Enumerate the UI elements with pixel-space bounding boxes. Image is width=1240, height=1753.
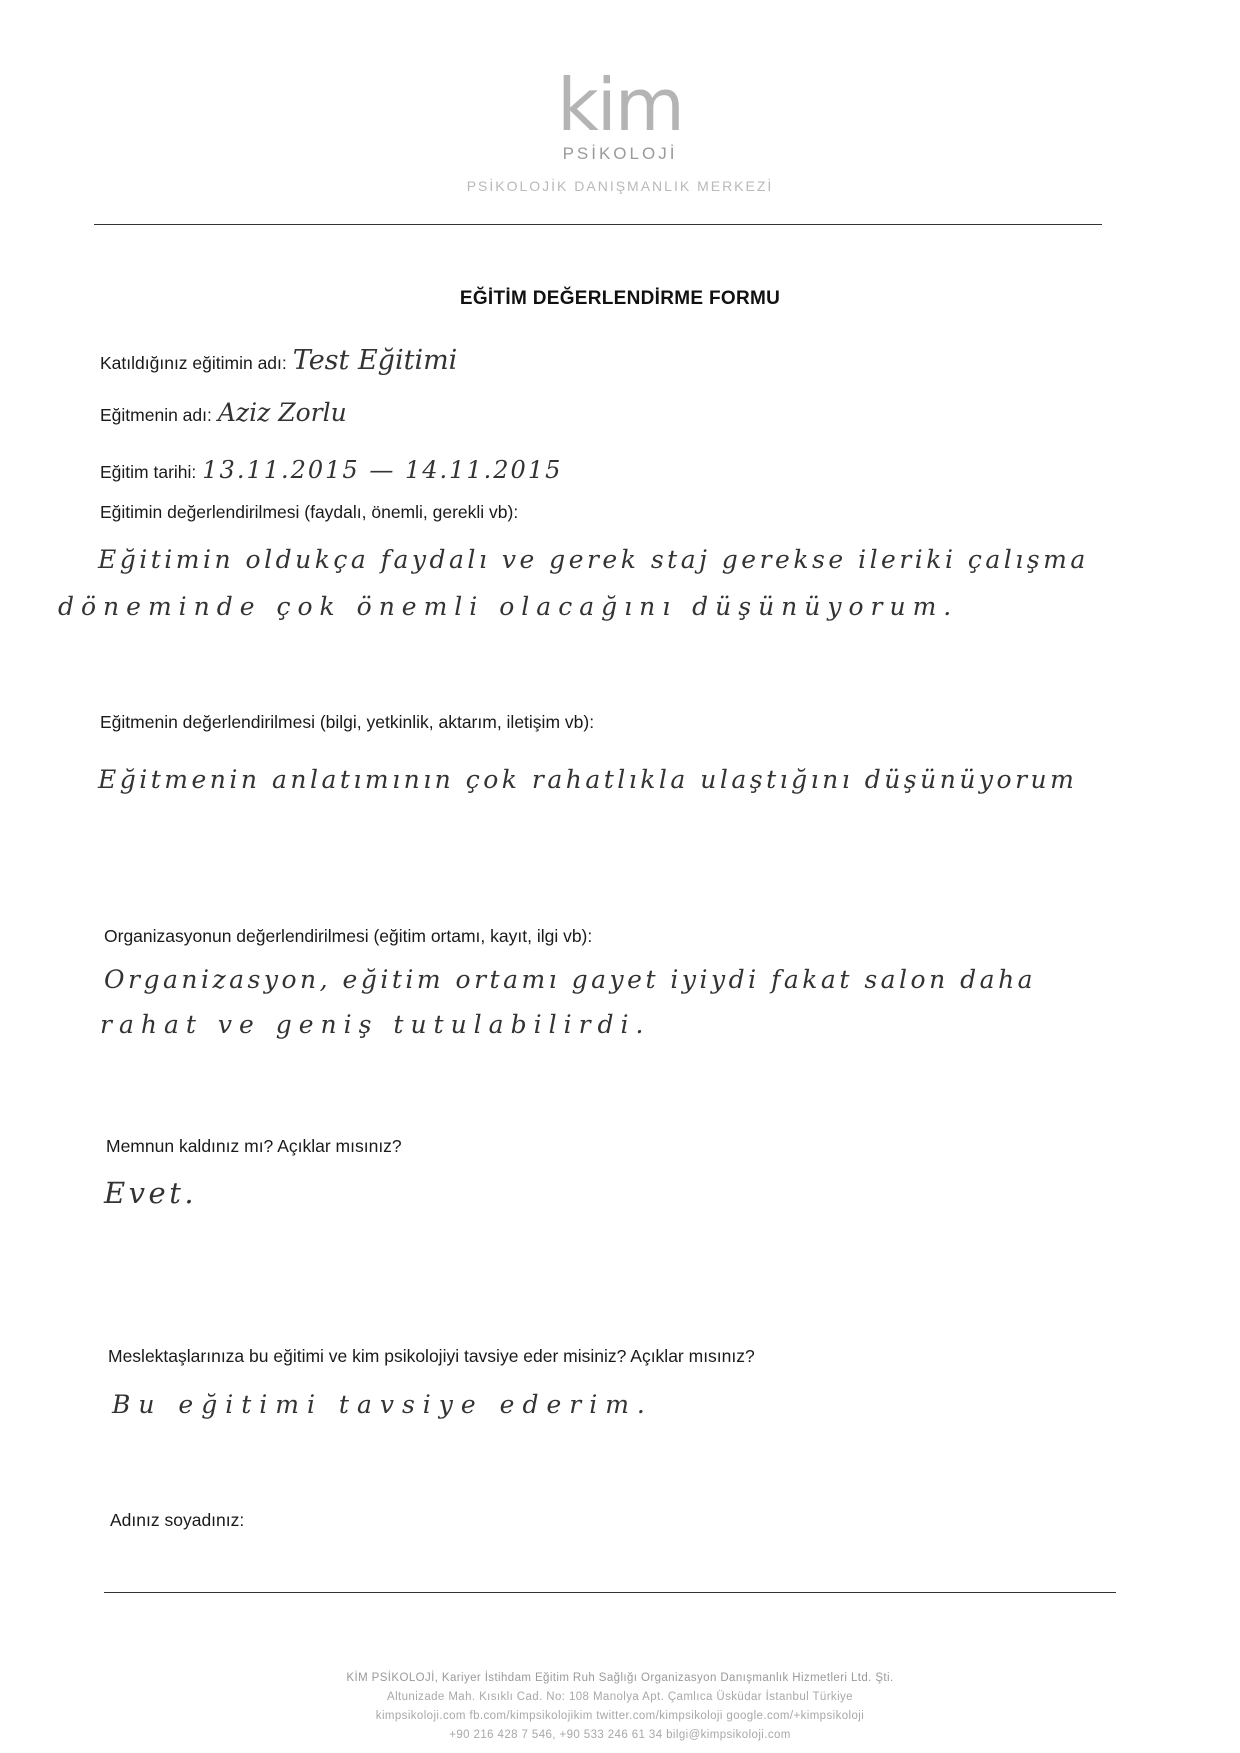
footer-divider [104, 1592, 1116, 1593]
recommend-answer-line: Bu eğitimi tavsiye ederim. [112, 1390, 653, 1419]
recommend-label: Meslektaşlarınıza bu eğitimi ve kim psikolojiyi tavsiye eder misiniz? Açıklar mısınız? [108, 1346, 755, 1366]
footer-web-links: kimpsikoloji.com fb.com/kimpsikolojikim twitter.com/kimpsikoloji google.com/+kimpsikoloji [375, 1710, 865, 1722]
training-date-answer: 13.11.2015 — 14.11.2015 [202, 456, 563, 484]
org-eval-label: Organizasyonun değerlendirilmesi (eğitim ortamı, kayıt, ilgi vb): [104, 926, 593, 946]
trainer-name-label: Eğitmenin adı: [100, 405, 212, 425]
name-label: Adınız soyadınız: [110, 1510, 245, 1530]
company-logo [0, 63, 1240, 194]
logo-wordmark: PSİKOLOJİ [562, 144, 678, 163]
training-eval-label: Eğitimin değerlendirilmesi (faydalı, önemli, gerekli vb): [100, 502, 519, 522]
satisfaction-answer-line: Evet. [104, 1176, 198, 1210]
satisfaction-label: Memnun kaldınız mı? Açıklar mısınız? [106, 1136, 402, 1156]
training-date-field [100, 456, 562, 484]
form-title: EĞİTİM DEĞERLENDİRME FORMU [459, 288, 781, 309]
footer-company: KİM PSİKOLOJİ, Kariyer İstihdam Eğitim Ruh Sağlığı Organizasyon Danışmanlık Hizmetleri Ltd. Şti. [346, 1672, 894, 1684]
training-date-label: Eğitim tarihi: [100, 462, 197, 482]
trainer-name-answer: Aziz Zorlu [217, 398, 347, 427]
training-name-field [100, 345, 457, 376]
trainer-eval-label: Eğitmenin değerlendirilmesi (bilgi, yetkinlik, aktarım, iletişim vb): [100, 712, 595, 732]
training-eval-answer-line: Eğitimin oldukça faydalı ve gerek staj gerekse ileriki çalışma [98, 545, 1089, 574]
trainer-eval-answer-line: Eğitmenin anlatımının çok rahatlıkla ulaştığını düşünüyorum [98, 765, 1078, 794]
logo-mark: kim [557, 63, 683, 147]
org-eval-answer-line: Organizasyon, eğitim ortamı gayet iyiydi fakat salon daha [104, 965, 1037, 994]
header-divider [94, 224, 1102, 225]
trainer-name-field [100, 398, 347, 427]
training-name-label: Katıldığınız eğitimin adı: [100, 353, 287, 373]
footer-contact: +90 216 428 7 546, +90 533 246 61 34 bilgi@kimpsikoloji.com [449, 1729, 791, 1741]
logo-subtitle: PSİKOLOJİK DANIŞMANLIK MERKEZİ [466, 178, 774, 194]
footer-address: Altunizade Mah. Kısıklı Cad. No: 108 Manolya Apt. Çamlıca Üsküdar İstanbul Türkiye [387, 1691, 853, 1703]
training-name-answer: Test Eğitimi [292, 345, 458, 376]
org-eval-answer-line: rahat ve geniş tutulabilirdi. [100, 1010, 651, 1039]
training-eval-answer-line: döneminde çok önemli olacağını düşünüyorum. [58, 592, 959, 621]
